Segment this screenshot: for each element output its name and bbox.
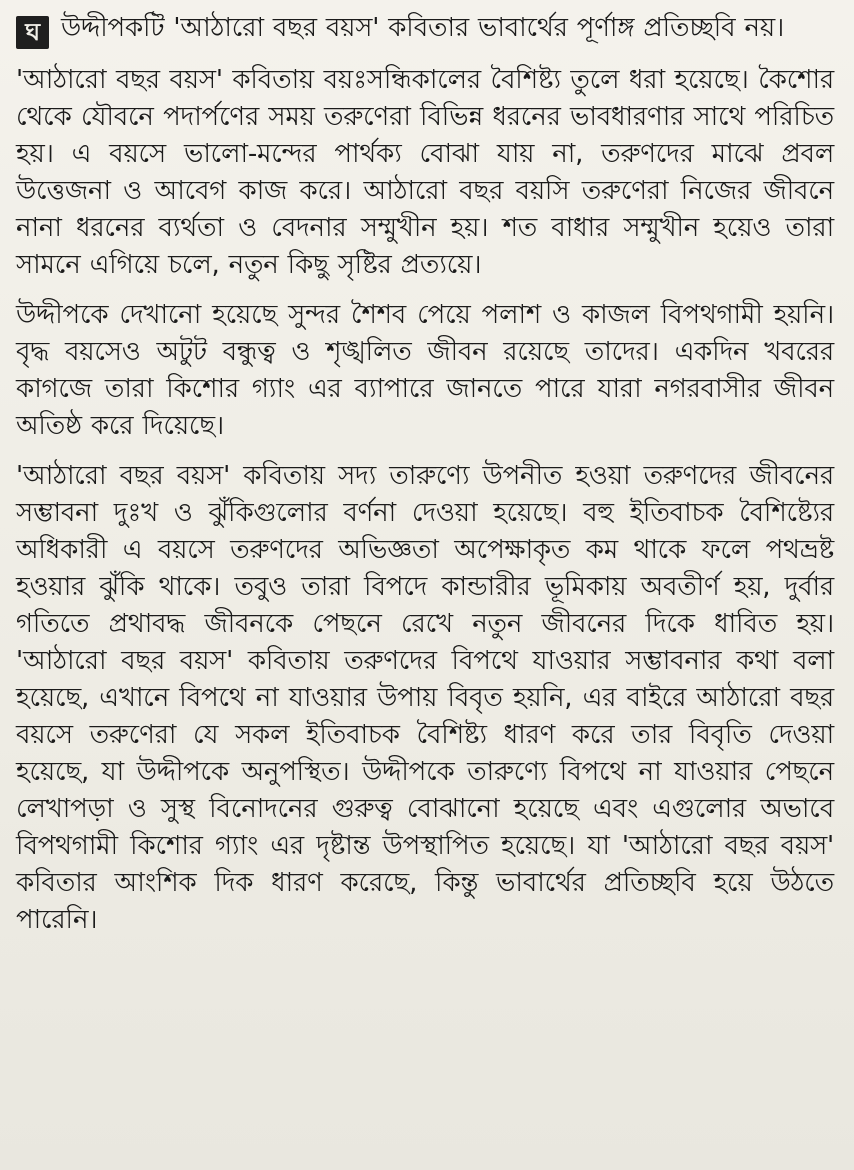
answer-intro-text: উদ্দীপকটি 'আঠারো বছর বয়স' কবিতার ভাবার্থের পূর্ণাঙ্গ প্রতিচ্ছবি নয়। <box>61 13 785 43</box>
stimulus-description-paragraph: উদ্দীপকে দেখানো হয়েছে সুন্দর শৈশব পেয়ে পলাশ ও কাজল বিপথগামী হয়নি। বৃদ্ধ বয়সেও অটুট বন্ধুত্ব ও শৃঙ্খলিত জীবন রয়েছে তাদের। একদিন খবরের কাগজে তারা কিশোর গ্যাং এর ব্যাপারে জানতে পারে যারা নগরবাসীর জীবন অতিষ্ঠ করে দিয়েছে। <box>16 300 834 441</box>
poem-description-paragraph: 'আঠারো বছর বয়স' কবিতায় বয়ঃসন্ধিকালের বৈশিষ্ট্য তুলে ধরা হয়েছে। কৈশোর থেকে যৌবনে পদার্পণের সময় তরুণেরা বিভিন্ন ধরনের ভাবধারণার সাথে পরিচিত হয়। এ বয়সে ভালো-মন্দের পার্থক্য বোঝা যায় না, তরুণদের মাঝে প্রবল উত্তেজনা ও আবেগ কাজ করে। আঠারো বছর বয়সি তরুণেরা নিজের জীবনে নানা ধরনের ব্যর্থতা ও বেদনার সম্মুখীন হয়। শত বাধার সম্মুখীন হয়েও তারা সামনে এগিয়ে চলে, নতুন কিছু সৃষ্টির প্রত্যয়ে। <box>16 65 834 280</box>
answer-marker: ঘ <box>16 16 49 49</box>
answer-intro-paragraph <box>16 10 834 49</box>
comparison-paragraph: 'আঠারো বছর বয়স' কবিতায় সদ্য তারুণ্যে উপনীত হওয়া তরুণদের জীবনের সম্ভাবনা দুঃখ ও ঝুঁকিগুলোর বর্ণনা দেওয়া হয়েছে। বহু ইতিবাচক বৈশিষ্ট্যের অধিকারী এ বয়সে তরুণদের অভিজ্ঞতা অপেক্ষাকৃত কম থাকে ফলে পথভ্রষ্ট হওয়ার ঝুঁকি থাকে। তবুও তারা বিপদে কান্ডারীর ভূমিকায় অবতীর্ণ হয়, দুর্বার গতিতে প্রথাবদ্ধ জীবনকে পেছনে রেখে নতুন জীবনের দিকে ধাবিত হয়। 'আঠারো বছর বয়স' কবিতায় তরুণদের বিপথে যাওয়ার সম্ভাবনার কথা বলা হয়েছে, এখানে বিপথে না যাওয়ার উপায় বিবৃত হয়নি, এর বাইরে আঠারো বছর বয়সে তরুণেরা যে সকল ইতিবাচক বৈশিষ্ট্য ধারণ করে তার বিবৃতি দেওয়া হয়েছে, যা উদ্দীপকে অনুপস্থিত। উদ্দীপকে তারুণ্যে বিপথে না যাওয়ার পেছনে লেখাপড়া ও সুস্থ বিনোদনের গুরুত্ব বোঝানো হয়েছে এবং এগুলোর অভাবে বিপথগামী কিশোর গ্যাং এর দৃষ্টান্ত উপস্থাপিত হয়েছে। যা 'আঠারো বছর বয়স' কবিতার আংশিক দিক ধারণ করেছে, কিন্তু ভাবার্থের প্রতিচ্ছবি হয়ে উঠতে পারেনি। <box>16 461 834 935</box>
